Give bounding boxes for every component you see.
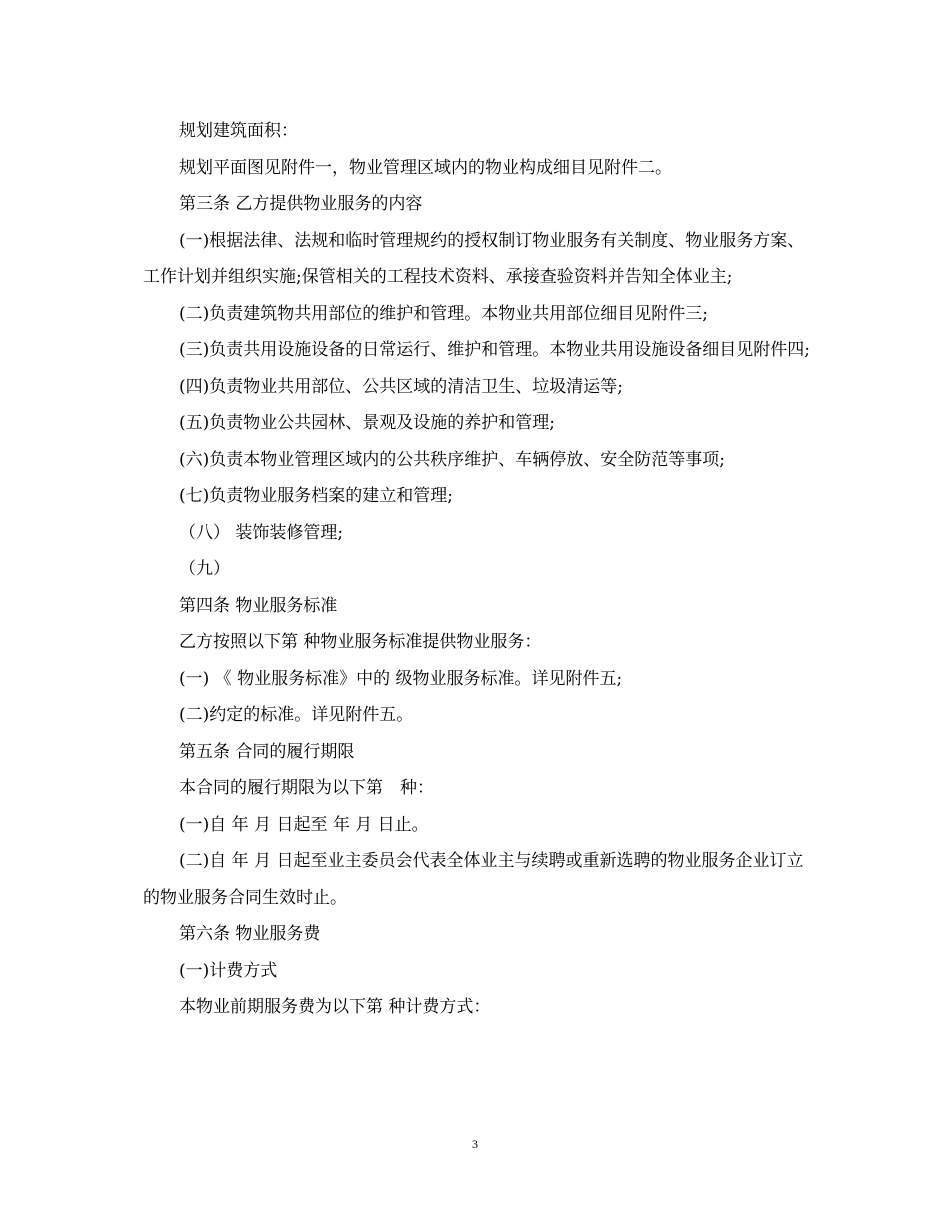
paragraph: 乙方按照以下第 种物业服务标准提供物业服务： bbox=[179, 632, 542, 652]
paragraph: 规划平面图见附件一，物业管理区域内的物业构成细目见附件二。 bbox=[179, 157, 672, 178]
paragraph: (二)负责建筑物共用部位的维护和管理。本物业共用部位细目见附件三; bbox=[179, 303, 708, 324]
paragraph: (六)负责本物业管理区域内的公共秩序维护、车辆停放、安全防范等事项; bbox=[179, 449, 725, 470]
paragraph: (一)计费方式 bbox=[179, 960, 278, 981]
paragraph: (二)自 年 月 日起至业主委员会代表全体业主与续聘或重新选聘的物业服务企业订立的物业服务合同生效时止。 bbox=[143, 851, 804, 908]
article-heading: 第四条 物业服务标准 bbox=[179, 595, 338, 616]
paragraph: (二)约定的标准。详见附件五。 bbox=[179, 705, 414, 725]
article-heading: 第三条 乙方提供物业服务的内容 bbox=[179, 194, 423, 214]
document-body bbox=[143, 113, 810, 1026]
page-number: 3 bbox=[472, 1137, 478, 1151]
paragraph: (七)负责物业服务档案的建立和管理; bbox=[179, 486, 453, 506]
paragraph: (三)负责共用设施设备的日常运行、维护和管理。本物业共用设施设备细目见附件四; bbox=[179, 340, 810, 360]
paragraph: 规划建筑面积： bbox=[179, 121, 298, 141]
paragraph: 本物业前期服务费为以下第 种计费方式： bbox=[179, 997, 491, 1017]
paragraph: (五)负责物业公共园林、景观及设施的养护和管理; bbox=[179, 413, 555, 433]
article-heading: 第五条 合同的履行期限 bbox=[179, 741, 355, 762]
paragraph: （八） 装饰装修管理; bbox=[179, 522, 344, 543]
paragraph: (四)负责物业共用部位、公共区域的清洁卫生、垃圾清运等; bbox=[179, 376, 623, 397]
paragraph: (一)根据法律、法规和临时管理规约的授权制订物业服务有关制度、物业服务方案、工作计划并组织实施;保管相关的工程技术资料、承接查验资料并告知全体业主; bbox=[143, 230, 805, 287]
article-heading: 第六条 物业服务费 bbox=[179, 924, 321, 944]
paragraph: (一) 《 物业服务标准》中的 级物业服务标准。详见附件五; bbox=[179, 668, 623, 689]
paragraph: 本合同的履行期限为以下第 种： bbox=[179, 778, 434, 798]
paragraph: (一)自 年 月 日起至 年 月 日止。 bbox=[179, 814, 429, 835]
paragraph: （九） bbox=[179, 559, 230, 579]
